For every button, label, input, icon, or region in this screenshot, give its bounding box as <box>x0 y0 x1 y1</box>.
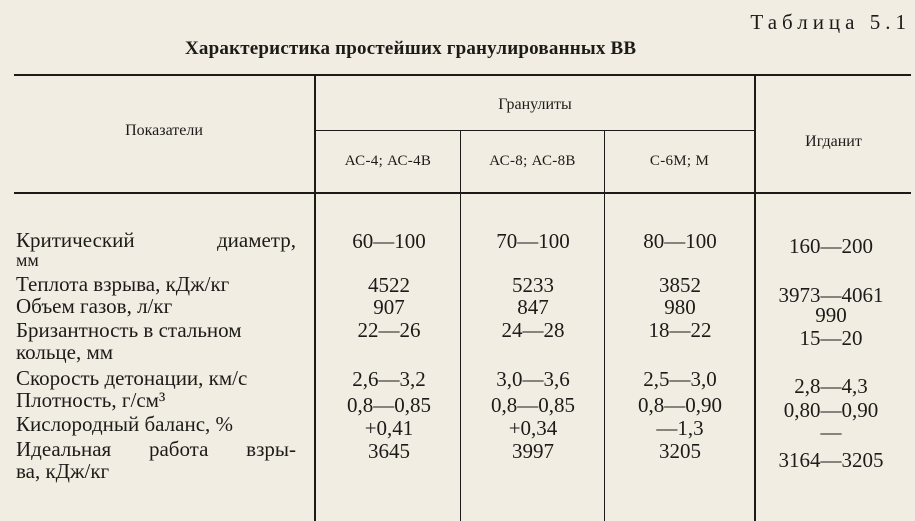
header-bottom-rule <box>14 192 911 194</box>
column-divider <box>604 130 605 521</box>
table-cell: 3973—4061 <box>778 283 884 307</box>
row-label: Объем газов, л/кг <box>16 294 173 318</box>
table-cell: 3,0—3,6 <box>496 367 570 391</box>
row-label: Теплота взрыва, кДж/кг <box>16 272 230 296</box>
table-number: Таблица 5.1 <box>750 10 911 34</box>
row-label-cont: мм <box>16 250 39 270</box>
table-cell: — <box>820 420 842 444</box>
table-cell: 847 <box>517 295 549 319</box>
table-cell: 4522 <box>368 273 410 297</box>
table-cell: 2,5—3,0 <box>643 367 717 391</box>
row-label: Скорость детонации, км/с <box>16 366 248 390</box>
header-granulites: Гранулиты <box>498 96 572 113</box>
top-rule <box>14 74 911 76</box>
table-cell: 2,8—4,3 <box>794 374 868 398</box>
row-label: Бризантность в стальном <box>16 318 242 342</box>
table-cell: 907 <box>373 295 405 319</box>
table-title: Характеристика простейших гранулированных ВВ <box>185 38 637 59</box>
header-col-1: АС-4; АС-4В <box>344 153 432 169</box>
table-cell: —1,3 <box>656 416 704 440</box>
table-cell: +0,41 <box>364 416 414 440</box>
table-cell: 160—200 <box>789 234 873 258</box>
table-cell: 5233 <box>512 273 554 297</box>
table-cell: 22—26 <box>357 318 421 342</box>
column-divider <box>314 74 316 521</box>
table-cell: 3852 <box>659 273 701 297</box>
table-cell: 60—100 <box>352 229 426 253</box>
table-cell: 980 <box>664 295 696 319</box>
column-divider <box>460 130 461 521</box>
table-cell: 3205 <box>659 439 701 463</box>
row-label: Кислородный баланс, % <box>16 412 234 436</box>
table-cell: 3164—3205 <box>778 448 884 472</box>
table-cell: 3997 <box>512 439 554 463</box>
header-col-3: С-6М; М <box>649 153 710 169</box>
header-col-2: АС-8; АС-8В <box>489 153 576 169</box>
table-cell: +0,34 <box>508 416 558 440</box>
row-label: Идеальная работа взры- <box>16 437 296 461</box>
group-header-rule <box>316 130 756 131</box>
table-cell: 990 <box>815 303 847 327</box>
row-label: Плотность, г/см³ <box>16 388 166 412</box>
table-cell: 3645 <box>368 439 410 463</box>
table-cell: 0,80—0,90 <box>783 398 879 422</box>
table-cell: 70—100 <box>496 229 570 253</box>
table-cell: 18—22 <box>648 318 712 342</box>
table-cell: 0,8—0,90 <box>638 393 722 417</box>
header-indicators: Показатели <box>125 122 203 139</box>
table-cell: 15—20 <box>799 326 863 350</box>
row-label-cont: кольце, мм <box>16 340 114 364</box>
row-label-cont: ва, кДж/кг <box>16 459 110 483</box>
table-cell: 80—100 <box>643 229 717 253</box>
row-label: Критический диаметр, <box>16 228 296 252</box>
table-cell: 24—28 <box>501 318 565 342</box>
table-cell: 0,8—0,85 <box>491 393 575 417</box>
table-cell: 0,8—0,85 <box>347 393 431 417</box>
table-cell: 2,6—3,2 <box>352 367 426 391</box>
header-igdanit: Игданит <box>805 133 862 150</box>
